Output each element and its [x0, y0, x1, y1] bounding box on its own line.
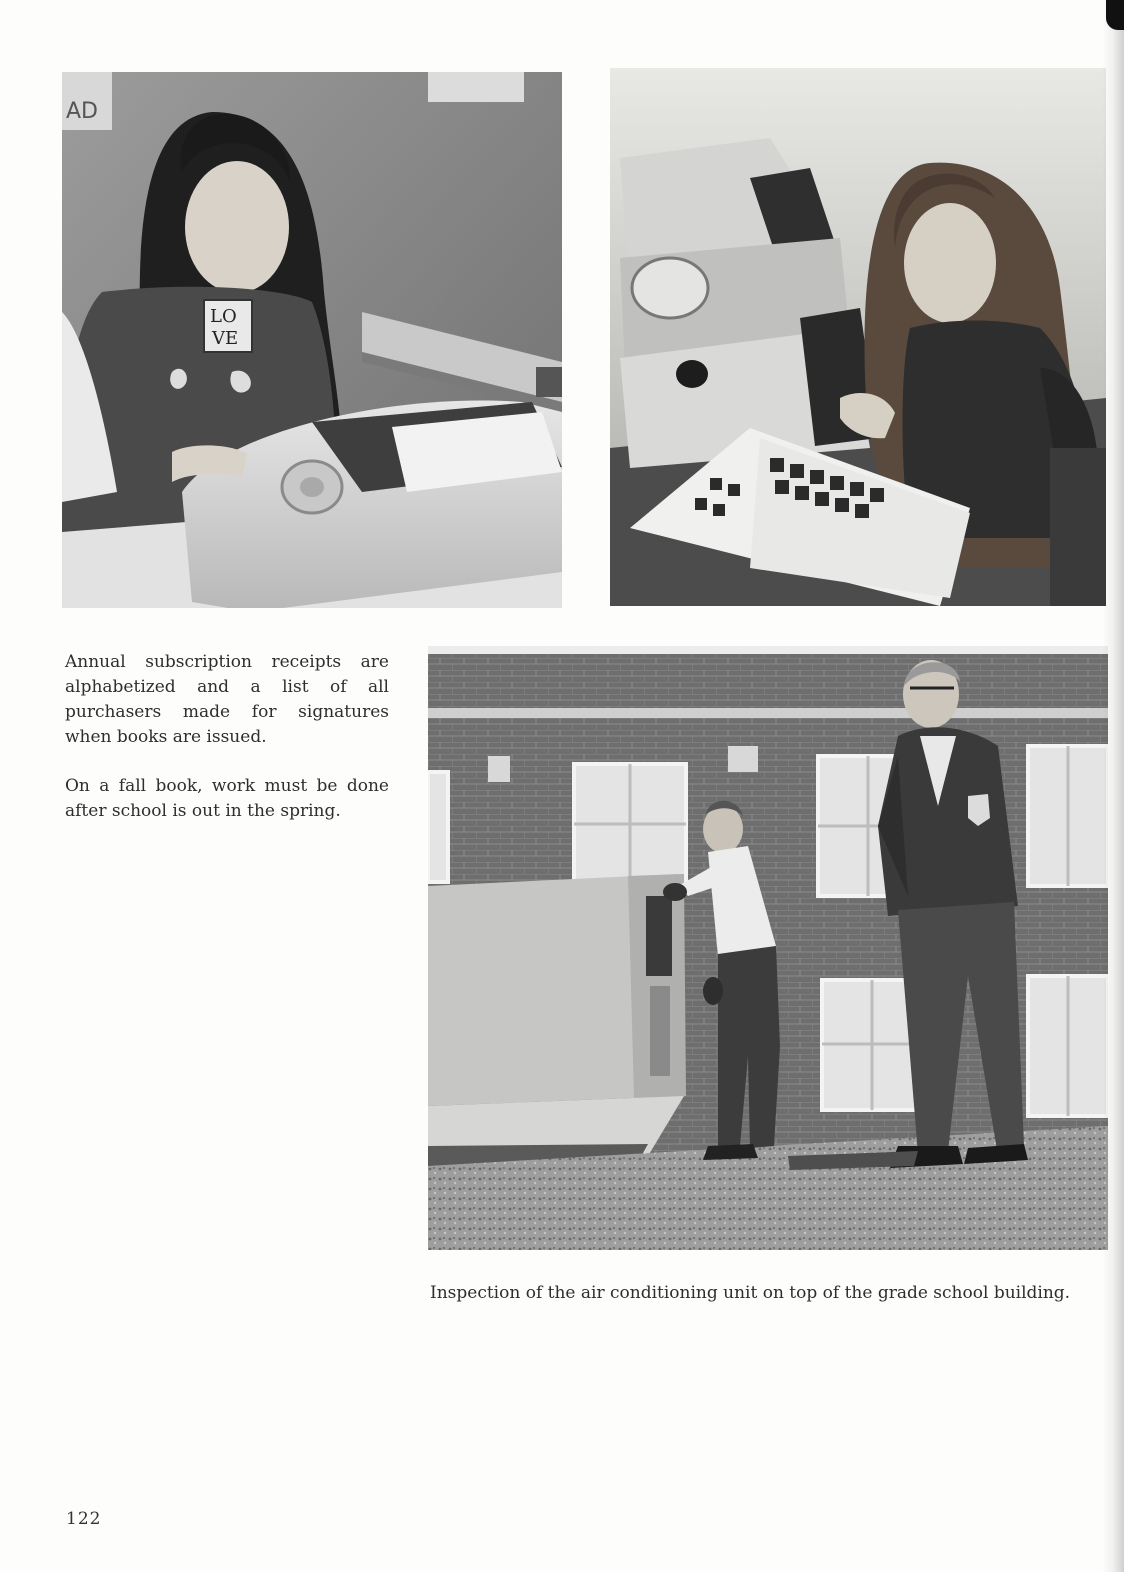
caption-fall-book: On a fall book, work must be done after school is out in the spring.	[65, 776, 389, 821]
caption-air-conditioning: Inspection of the air conditioning unit on top of the grade school building.	[430, 1283, 1071, 1303]
typist-right-illustration	[610, 68, 1106, 606]
typist-left-illustration	[62, 72, 562, 608]
photo-girl-at-typewriter	[62, 72, 562, 608]
binding-shadow	[1102, 0, 1124, 1572]
rooftop-illustration	[428, 646, 1108, 1250]
wall-sign-text: AD	[66, 99, 98, 124]
caption-column	[65, 650, 389, 848]
page-number: 122	[66, 1509, 102, 1529]
sweater-letters-bottom: VE	[212, 328, 239, 349]
corner-mark	[1106, 0, 1124, 30]
caption-subscriptions: Annual subscription receipts are alphabetized and a list of all purchasers made for signatures when books are issued.	[65, 652, 389, 747]
photo-girl-with-yearbook	[610, 68, 1106, 606]
photo-rooftop-inspection	[428, 646, 1108, 1250]
sweater-letters-top: LO	[210, 306, 237, 327]
